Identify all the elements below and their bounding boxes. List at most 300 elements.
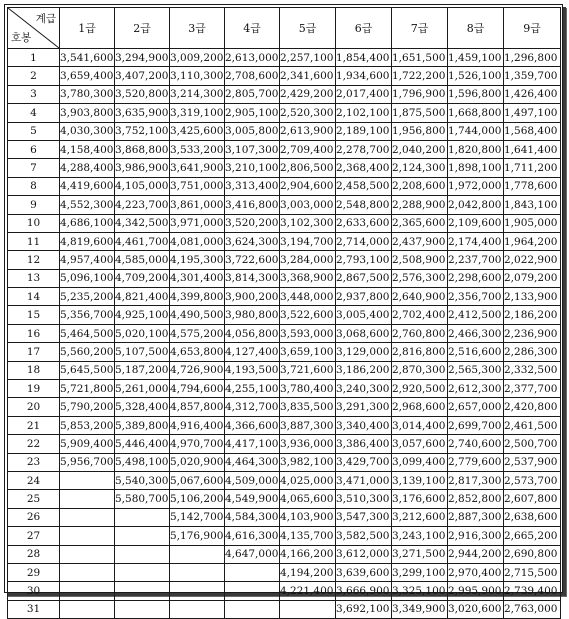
step-number-cell: 25 xyxy=(8,490,60,508)
salary-cell: 4,193,500 xyxy=(225,361,280,379)
salary-cell: 3,582,500 xyxy=(336,527,392,545)
salary-cell: 3,003,000 xyxy=(280,196,336,214)
salary-cell: 2,760,800 xyxy=(392,324,448,342)
salary-cell: 4,312,700 xyxy=(225,398,280,416)
salary-cell: 3,129,000 xyxy=(336,343,392,361)
salary-cell: 2,109,600 xyxy=(448,214,504,232)
salary-cell: 4,709,200 xyxy=(115,269,170,287)
salary-cell: 2,278,700 xyxy=(336,140,392,158)
step-number-cell: 13 xyxy=(8,269,60,287)
salary-cell: 4,030,300 xyxy=(60,122,115,140)
table-row xyxy=(8,380,561,398)
salary-cell: 3,299,100 xyxy=(392,563,448,581)
salary-cell: 2,377,700 xyxy=(504,380,561,398)
table-row xyxy=(8,508,561,526)
salary-cell: 2,995,900 xyxy=(448,582,504,600)
table-row xyxy=(8,232,561,250)
salary-cell: 2,341,600 xyxy=(280,67,336,85)
salary-cell: 2,042,800 xyxy=(448,196,504,214)
salary-cell: 2,022,900 xyxy=(504,251,561,269)
salary-cell: 1,972,000 xyxy=(448,177,504,195)
salary-cell: 3,971,000 xyxy=(170,214,225,232)
salary-cell: 2,702,400 xyxy=(392,306,448,324)
salary-cell: 4,342,500 xyxy=(115,214,170,232)
salary-cell: 3,407,200 xyxy=(115,67,170,85)
salary-cell xyxy=(225,563,280,581)
table-row xyxy=(8,324,561,342)
table-row xyxy=(8,545,561,563)
salary-cell: 4,726,900 xyxy=(170,361,225,379)
salary-cell: 3,986,900 xyxy=(115,159,170,177)
salary-cell: 3,752,100 xyxy=(115,122,170,140)
salary-cell: 2,124,300 xyxy=(392,159,448,177)
salary-cell: 2,189,100 xyxy=(336,122,392,140)
table-row xyxy=(8,288,561,306)
salary-cell: 3,176,600 xyxy=(392,490,448,508)
step-number-cell: 26 xyxy=(8,508,60,526)
salary-cell: 2,420,800 xyxy=(504,398,561,416)
salary-cell: 1,820,800 xyxy=(448,140,504,158)
salary-cell: 3,139,100 xyxy=(392,471,448,489)
salary-cell: 4,647,000 xyxy=(225,545,280,563)
step-number-cell: 9 xyxy=(8,196,60,214)
salary-cell: 5,909,400 xyxy=(60,435,115,453)
salary-cell: 3,780,400 xyxy=(280,380,336,398)
step-number-cell: 16 xyxy=(8,324,60,342)
step-number-cell: 27 xyxy=(8,527,60,545)
salary-cell: 5,560,200 xyxy=(60,343,115,361)
salary-cell: 5,721,800 xyxy=(60,380,115,398)
salary-cell: 3,835,500 xyxy=(280,398,336,416)
grade-header-9: 9급 xyxy=(504,8,561,49)
salary-cell: 3,325,100 xyxy=(392,582,448,600)
table-row xyxy=(8,85,561,103)
salary-cell: 4,399,800 xyxy=(170,288,225,306)
salary-cell: 4,194,200 xyxy=(280,563,336,581)
table-row xyxy=(8,582,561,600)
salary-cell: 3,868,800 xyxy=(115,140,170,158)
salary-cell: 4,461,700 xyxy=(115,232,170,250)
table-row xyxy=(8,306,561,324)
salary-cell: 4,575,200 xyxy=(170,324,225,342)
table-row xyxy=(8,490,561,508)
salary-cell: 2,944,200 xyxy=(448,545,504,563)
step-number-cell: 8 xyxy=(8,177,60,195)
salary-cell: 2,437,900 xyxy=(392,232,448,250)
salary-cell: 1,568,400 xyxy=(504,122,561,140)
salary-cell: 3,635,900 xyxy=(115,104,170,122)
salary-cell: 4,366,600 xyxy=(225,416,280,434)
salary-cell xyxy=(60,471,115,489)
salary-cell xyxy=(225,600,280,618)
salary-cell: 3,903,800 xyxy=(60,104,115,122)
step-number-cell: 21 xyxy=(8,416,60,434)
step-number-cell: 31 xyxy=(8,600,60,618)
salary-cell: 3,429,700 xyxy=(336,453,392,471)
salary-cell xyxy=(170,563,225,581)
salary-cell: 4,056,800 xyxy=(225,324,280,342)
salary-cell: 2,174,400 xyxy=(448,232,504,250)
salary-cell: 5,096,100 xyxy=(60,269,115,287)
step-number-cell: 5 xyxy=(8,122,60,140)
step-number-cell: 11 xyxy=(8,232,60,250)
salary-cell: 2,867,500 xyxy=(336,269,392,287)
salary-cell: 3,386,400 xyxy=(336,435,392,453)
salary-cell: 4,857,800 xyxy=(170,398,225,416)
salary-cell: 5,261,000 xyxy=(115,380,170,398)
salary-cell: 3,186,200 xyxy=(336,361,392,379)
step-number-cell: 18 xyxy=(8,361,60,379)
salary-cell: 2,740,600 xyxy=(448,435,504,453)
grade-header-3: 3급 xyxy=(170,8,225,49)
step-number-cell: 19 xyxy=(8,380,60,398)
salary-cell: 2,805,700 xyxy=(225,85,280,103)
salary-cell: 3,214,300 xyxy=(170,85,225,103)
salary-cell: 2,816,800 xyxy=(392,343,448,361)
salary-cell xyxy=(225,582,280,600)
salary-cell: 4,653,800 xyxy=(170,343,225,361)
salary-cell: 2,458,500 xyxy=(336,177,392,195)
salary-cell: 3,722,600 xyxy=(225,251,280,269)
salary-cell: 3,212,600 xyxy=(392,508,448,526)
corner-grade-label: 계급 xyxy=(35,13,56,25)
salary-cell: 5,540,300 xyxy=(115,471,170,489)
salary-cell: 2,332,500 xyxy=(504,361,561,379)
salary-cell: 2,638,600 xyxy=(504,508,561,526)
step-number-cell: 30 xyxy=(8,582,60,600)
salary-cell: 1,778,600 xyxy=(504,177,561,195)
salary-cell: 2,286,300 xyxy=(504,343,561,361)
salary-cell: 3,291,300 xyxy=(336,398,392,416)
salary-cell: 1,875,500 xyxy=(392,104,448,122)
salary-cell: 4,464,300 xyxy=(225,453,280,471)
salary-cell xyxy=(170,582,225,600)
salary-cell: 3,005,400 xyxy=(336,306,392,324)
salary-cell: 4,509,000 xyxy=(225,471,280,489)
salary-cell: 4,158,400 xyxy=(60,140,115,158)
salary-cell: 2,508,900 xyxy=(392,251,448,269)
salary-cell: 1,843,100 xyxy=(504,196,561,214)
salary-cell: 2,412,500 xyxy=(448,306,504,324)
salary-cell: 3,547,300 xyxy=(336,508,392,526)
table-row xyxy=(8,122,561,140)
salary-cell: 1,296,800 xyxy=(504,49,561,67)
table-row xyxy=(8,398,561,416)
salary-cell: 2,657,000 xyxy=(448,398,504,416)
salary-cell: 3,448,000 xyxy=(280,288,336,306)
salary-cell: 3,887,300 xyxy=(280,416,336,434)
step-number-cell: 14 xyxy=(8,288,60,306)
salary-cell: 3,814,300 xyxy=(225,269,280,287)
salary-cell: 2,236,900 xyxy=(504,324,561,342)
salary-cell: 1,964,200 xyxy=(504,232,561,250)
salary-cell: 3,692,100 xyxy=(336,600,392,618)
corner-step-label: 호봉 xyxy=(11,32,32,44)
salary-cell: 4,957,400 xyxy=(60,251,115,269)
salary-cell: 4,794,600 xyxy=(170,380,225,398)
salary-cell: 2,916,300 xyxy=(448,527,504,545)
salary-cell: 1,641,400 xyxy=(504,140,561,158)
salary-cell: 3,294,900 xyxy=(115,49,170,67)
salary-cell: 4,195,300 xyxy=(170,251,225,269)
salary-cell: 3,240,300 xyxy=(336,380,392,398)
salary-cell: 1,796,900 xyxy=(392,85,448,103)
salary-cell: 3,009,200 xyxy=(170,49,225,67)
salary-cell: 3,210,100 xyxy=(225,159,280,177)
salary-cell: 2,633,600 xyxy=(336,214,392,232)
salary-cell: 3,541,600 xyxy=(60,49,115,67)
salary-cell: 5,446,400 xyxy=(115,435,170,453)
salary-cell: 4,255,100 xyxy=(225,380,280,398)
salary-cell: 2,079,200 xyxy=(504,269,561,287)
step-number-cell: 3 xyxy=(8,85,60,103)
salary-cell: 3,659,100 xyxy=(280,343,336,361)
salary-cell: 4,103,900 xyxy=(280,508,336,526)
table-row xyxy=(8,453,561,471)
salary-cell: 2,040,200 xyxy=(392,140,448,158)
salary-cell: 3,107,300 xyxy=(225,140,280,158)
grade-header-5: 5급 xyxy=(280,8,336,49)
salary-cell: 5,464,500 xyxy=(60,324,115,342)
salary-cell xyxy=(60,508,115,526)
salary-cell: 2,612,300 xyxy=(448,380,504,398)
salary-cell: 2,356,700 xyxy=(448,288,504,306)
salary-cell xyxy=(60,527,115,545)
salary-cell: 4,686,100 xyxy=(60,214,115,232)
salary-cell: 4,221,400 xyxy=(280,582,336,600)
salary-cell xyxy=(115,527,170,545)
salary-cell: 2,779,600 xyxy=(448,453,504,471)
salary-cell: 5,106,200 xyxy=(170,490,225,508)
salary-cell: 5,580,700 xyxy=(115,490,170,508)
salary-cell: 3,751,000 xyxy=(170,177,225,195)
salary-cell xyxy=(115,582,170,600)
salary-cell: 2,368,400 xyxy=(336,159,392,177)
salary-cell: 2,548,800 xyxy=(336,196,392,214)
salary-cell: 1,359,700 xyxy=(504,67,561,85)
salary-cell: 4,135,700 xyxy=(280,527,336,545)
salary-cell: 1,934,600 xyxy=(336,67,392,85)
salary-table xyxy=(7,7,561,619)
salary-cell: 2,905,100 xyxy=(225,104,280,122)
salary-cell: 4,419,600 xyxy=(60,177,115,195)
salary-cell: 5,187,200 xyxy=(115,361,170,379)
salary-cell: 3,271,500 xyxy=(392,545,448,563)
salary-cell: 3,522,600 xyxy=(280,306,336,324)
salary-cell: 3,102,300 xyxy=(280,214,336,232)
salary-cell: 4,081,000 xyxy=(170,232,225,250)
salary-cell: 2,817,300 xyxy=(448,471,504,489)
salary-cell: 3,057,600 xyxy=(392,435,448,453)
salary-cell: 5,956,700 xyxy=(60,453,115,471)
salary-cell: 2,500,700 xyxy=(504,435,561,453)
salary-cell: 3,340,400 xyxy=(336,416,392,434)
salary-cell: 5,142,700 xyxy=(170,508,225,526)
salary-cell: 3,014,400 xyxy=(392,416,448,434)
salary-cell: 2,237,700 xyxy=(448,251,504,269)
salary-cell: 2,920,500 xyxy=(392,380,448,398)
salary-cell: 3,900,200 xyxy=(225,288,280,306)
corner-header-cell xyxy=(8,8,60,49)
salary-cell: 4,970,700 xyxy=(170,435,225,453)
table-row xyxy=(8,251,561,269)
salary-cell: 1,459,100 xyxy=(448,49,504,67)
salary-cell: 2,715,500 xyxy=(504,563,561,581)
step-number-cell: 22 xyxy=(8,435,60,453)
grade-header-7: 7급 xyxy=(392,8,448,49)
salary-cell: 3,520,800 xyxy=(115,85,170,103)
salary-cell: 2,665,200 xyxy=(504,527,561,545)
salary-cell: 3,520,200 xyxy=(225,214,280,232)
salary-cell: 3,982,100 xyxy=(280,453,336,471)
table-row xyxy=(8,563,561,581)
table-row xyxy=(8,471,561,489)
salary-cell: 2,466,300 xyxy=(448,324,504,342)
salary-cell: 2,708,600 xyxy=(225,67,280,85)
salary-cell: 3,612,000 xyxy=(336,545,392,563)
salary-cell: 3,861,000 xyxy=(170,196,225,214)
step-number-cell: 1 xyxy=(8,49,60,67)
grade-header-4: 4급 xyxy=(225,8,280,49)
salary-cell: 2,852,800 xyxy=(448,490,504,508)
salary-cell: 3,666,900 xyxy=(336,582,392,600)
salary-cell: 1,898,100 xyxy=(448,159,504,177)
salary-cell xyxy=(60,582,115,600)
step-number-cell: 20 xyxy=(8,398,60,416)
salary-cell: 1,711,200 xyxy=(504,159,561,177)
salary-cell xyxy=(60,600,115,618)
step-number-cell: 10 xyxy=(8,214,60,232)
salary-cell: 5,067,600 xyxy=(170,471,225,489)
salary-cell: 3,194,700 xyxy=(280,232,336,250)
salary-cell: 3,980,800 xyxy=(225,306,280,324)
salary-cell: 2,516,600 xyxy=(448,343,504,361)
salary-table-frame xyxy=(4,4,563,616)
step-number-cell: 23 xyxy=(8,453,60,471)
salary-cell: 3,313,400 xyxy=(225,177,280,195)
salary-cell: 5,107,500 xyxy=(115,343,170,361)
salary-cell: 2,576,300 xyxy=(392,269,448,287)
table-row xyxy=(8,196,561,214)
salary-cell: 4,819,600 xyxy=(60,232,115,250)
salary-cell: 1,497,100 xyxy=(504,104,561,122)
salary-cell: 4,166,200 xyxy=(280,545,336,563)
salary-cell: 3,243,100 xyxy=(392,527,448,545)
salary-cell: 5,645,500 xyxy=(60,361,115,379)
salary-cell: 2,968,600 xyxy=(392,398,448,416)
table-row xyxy=(8,600,561,618)
table-row xyxy=(8,140,561,158)
step-number-cell: 29 xyxy=(8,563,60,581)
salary-cell: 1,668,800 xyxy=(448,104,504,122)
grade-header-1: 1급 xyxy=(60,8,115,49)
salary-cell: 2,288,900 xyxy=(392,196,448,214)
salary-cell: 4,549,900 xyxy=(225,490,280,508)
salary-cell: 2,102,100 xyxy=(336,104,392,122)
salary-cell: 2,806,500 xyxy=(280,159,336,177)
salary-cell xyxy=(115,508,170,526)
table-row xyxy=(8,343,561,361)
grade-header-6: 6급 xyxy=(336,8,392,49)
salary-cell: 1,854,400 xyxy=(336,49,392,67)
salary-cell: 2,133,900 xyxy=(504,288,561,306)
header-row xyxy=(8,8,561,49)
salary-cell: 3,780,300 xyxy=(60,85,115,103)
salary-cell: 3,641,900 xyxy=(170,159,225,177)
table-row xyxy=(8,435,561,453)
salary-cell: 3,110,300 xyxy=(170,67,225,85)
salary-cell: 5,328,400 xyxy=(115,398,170,416)
salary-cell: 4,301,400 xyxy=(170,269,225,287)
salary-cell xyxy=(170,545,225,563)
salary-cell: 3,319,100 xyxy=(170,104,225,122)
salary-cell: 2,298,600 xyxy=(448,269,504,287)
salary-cell xyxy=(170,600,225,618)
salary-cell: 3,936,000 xyxy=(280,435,336,453)
table-body xyxy=(8,49,561,619)
table-row xyxy=(8,361,561,379)
salary-cell: 3,425,600 xyxy=(170,122,225,140)
salary-cell: 4,584,300 xyxy=(225,508,280,526)
step-number-cell: 7 xyxy=(8,159,60,177)
salary-cell: 2,739,400 xyxy=(504,582,561,600)
salary-cell: 3,349,900 xyxy=(392,600,448,618)
salary-cell: 2,537,900 xyxy=(504,453,561,471)
table-row xyxy=(8,214,561,232)
salary-cell: 5,176,900 xyxy=(170,527,225,545)
salary-cell: 1,596,800 xyxy=(448,85,504,103)
grade-header-2: 2급 xyxy=(115,8,170,49)
salary-cell: 5,790,200 xyxy=(60,398,115,416)
salary-cell: 2,607,800 xyxy=(504,490,561,508)
salary-cell: 2,573,700 xyxy=(504,471,561,489)
salary-cell: 5,020,100 xyxy=(115,324,170,342)
salary-cell: 3,284,000 xyxy=(280,251,336,269)
salary-cell: 2,970,400 xyxy=(448,563,504,581)
table-row xyxy=(8,67,561,85)
salary-cell: 4,288,400 xyxy=(60,159,115,177)
salary-cell: 5,389,800 xyxy=(115,416,170,434)
salary-cell xyxy=(115,545,170,563)
salary-cell xyxy=(60,563,115,581)
salary-cell: 5,498,100 xyxy=(115,453,170,471)
step-number-cell: 17 xyxy=(8,343,60,361)
step-number-cell: 28 xyxy=(8,545,60,563)
salary-cell: 2,565,300 xyxy=(448,361,504,379)
salary-cell: 3,368,900 xyxy=(280,269,336,287)
salary-cell xyxy=(60,490,115,508)
table-row xyxy=(8,527,561,545)
salary-cell: 2,870,300 xyxy=(392,361,448,379)
table-row xyxy=(8,416,561,434)
salary-cell: 2,690,800 xyxy=(504,545,561,563)
salary-cell: 4,065,600 xyxy=(280,490,336,508)
step-number-cell: 2 xyxy=(8,67,60,85)
table-row xyxy=(8,104,561,122)
salary-cell: 2,613,000 xyxy=(225,49,280,67)
table-row xyxy=(8,159,561,177)
salary-cell: 2,613,900 xyxy=(280,122,336,140)
salary-cell xyxy=(60,545,115,563)
salary-cell: 5,235,200 xyxy=(60,288,115,306)
salary-cell: 1,722,200 xyxy=(392,67,448,85)
salary-cell: 2,208,600 xyxy=(392,177,448,195)
salary-cell xyxy=(115,563,170,581)
salary-cell: 2,520,300 xyxy=(280,104,336,122)
salary-cell: 4,925,100 xyxy=(115,306,170,324)
step-number-cell: 12 xyxy=(8,251,60,269)
salary-cell: 3,659,400 xyxy=(60,67,115,85)
